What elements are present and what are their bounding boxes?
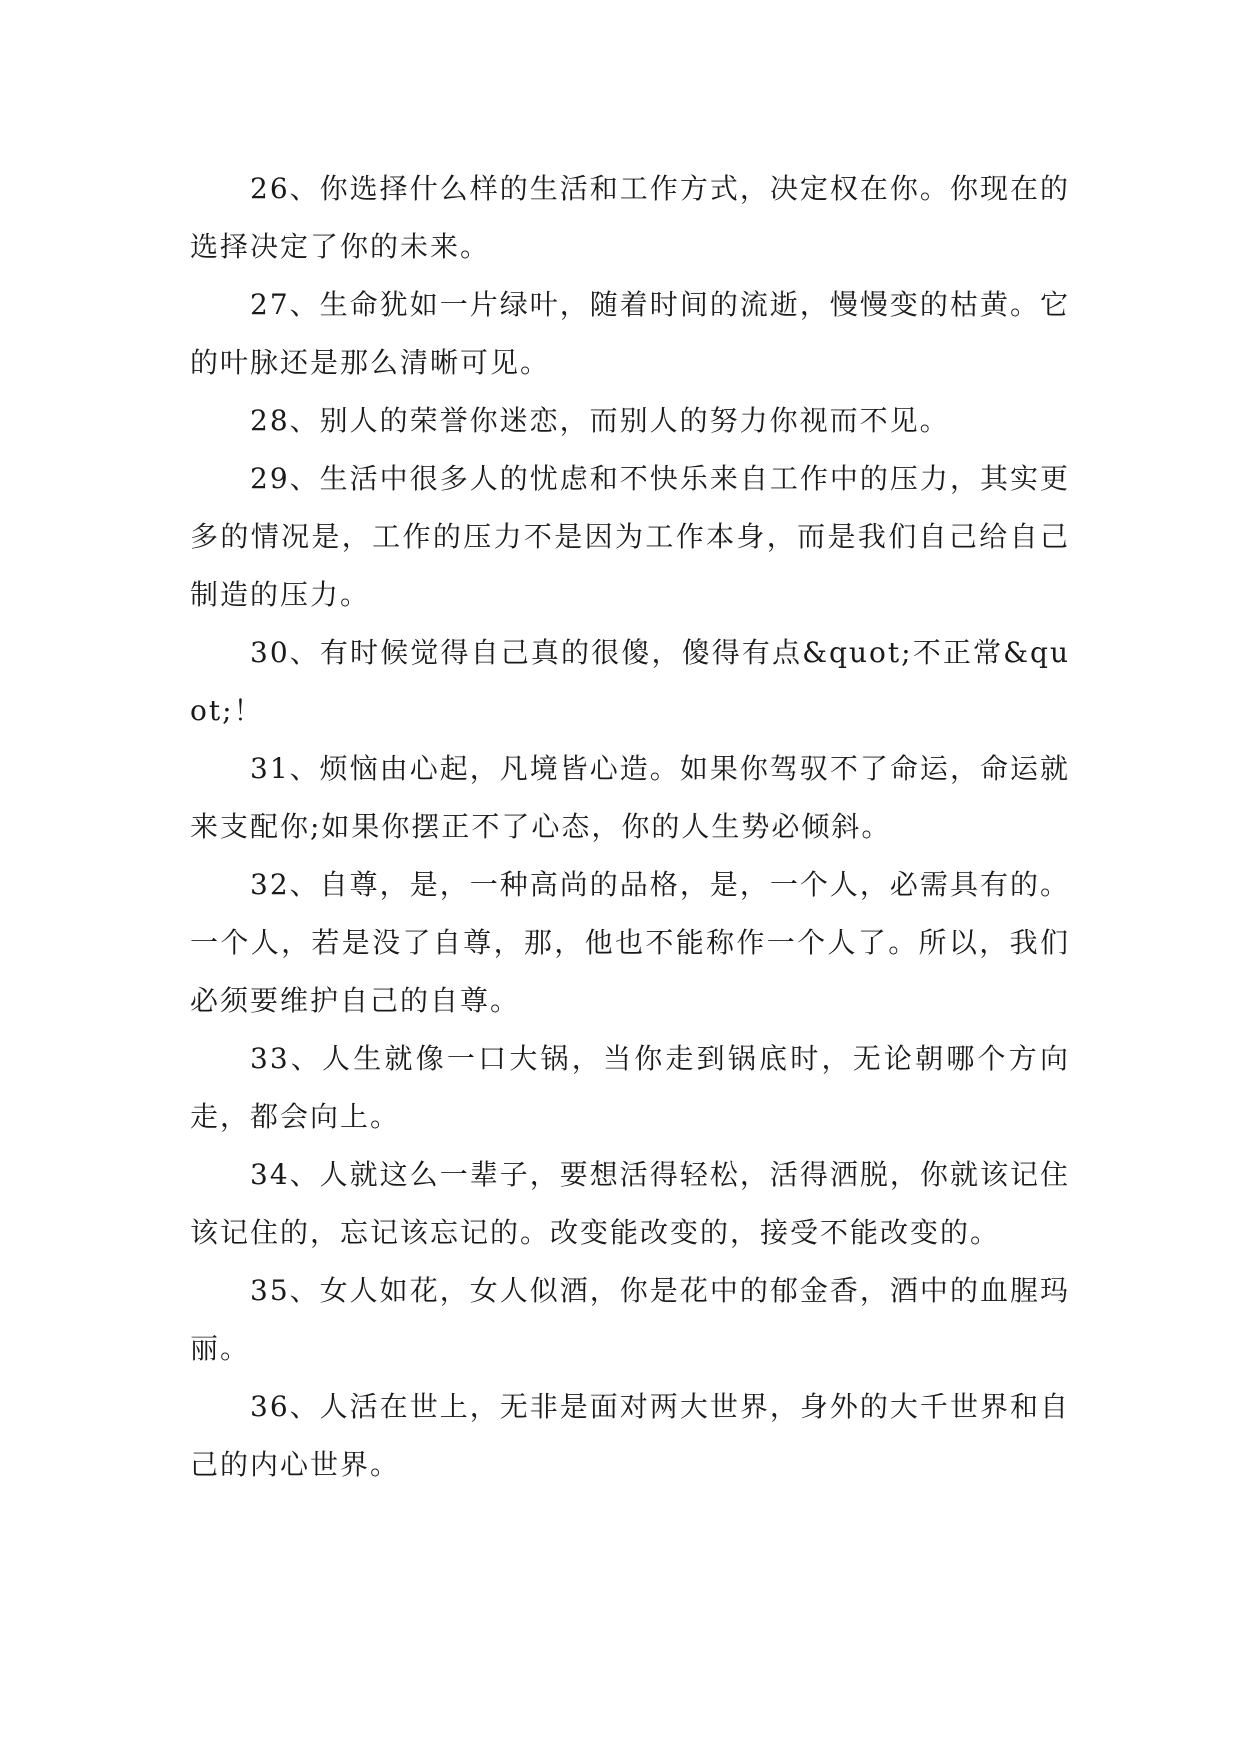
paragraph-34: 34、人就这么一辈子，要想活得轻松，活得洒脱，你就该记住该记住的，忘记该忘记的。改变能改变的，接受不能改变的。 <box>190 1158 1070 1249</box>
paragraph-31: 31、烦恼由心起，凡境皆心造。如果你驾驭不了命运，命运就来支配你;如果你摆正不了心态，你的人生势必倾斜。 <box>190 752 1070 843</box>
paragraph-36: 36、人活在世上，无非是面对两大世界，身外的大千世界和自己的内心世界。 <box>190 1390 1070 1481</box>
paragraph-29: 29、生活中很多人的忧虑和不快乐来自工作中的压力，其实更多的情况是，工作的压力不是因为工作本身，而是我们自己给自己制造的压力。 <box>190 462 1070 611</box>
paragraph-28: 28、别人的荣誉你迷恋，而别人的努力你视而不见。 <box>250 404 950 437</box>
paragraph-35: 35、女人如花，女人似酒，你是花中的郁金香，酒中的血腥玛丽。 <box>190 1274 1070 1365</box>
paragraph-27: 27、生命犹如一片绿叶，随着时间的流逝，慢慢变的枯黄。它的叶脉还是那么清晰可见。 <box>190 288 1070 379</box>
paragraph-30: 30、有时候觉得自己真的很傻，傻得有点&quot;不正常&quot;！ <box>190 636 1070 727</box>
paragraph-32: 32、自尊，是，一种高尚的品格，是，一个人，必需具有的。一个人，若是没了自尊，那，他也不能称作一个人了。所以，我们必须要维护自己的自尊。 <box>190 868 1070 1017</box>
paragraph-33: 33、人生就像一口大锅，当你走到锅底时，无论朝哪个方向走，都会向上。 <box>190 1042 1070 1133</box>
document-body <box>190 160 1070 1494</box>
paragraph-26: 26、你选择什么样的生活和工作方式，决定权在你。你现在的选择决定了你的未来。 <box>190 172 1070 263</box>
